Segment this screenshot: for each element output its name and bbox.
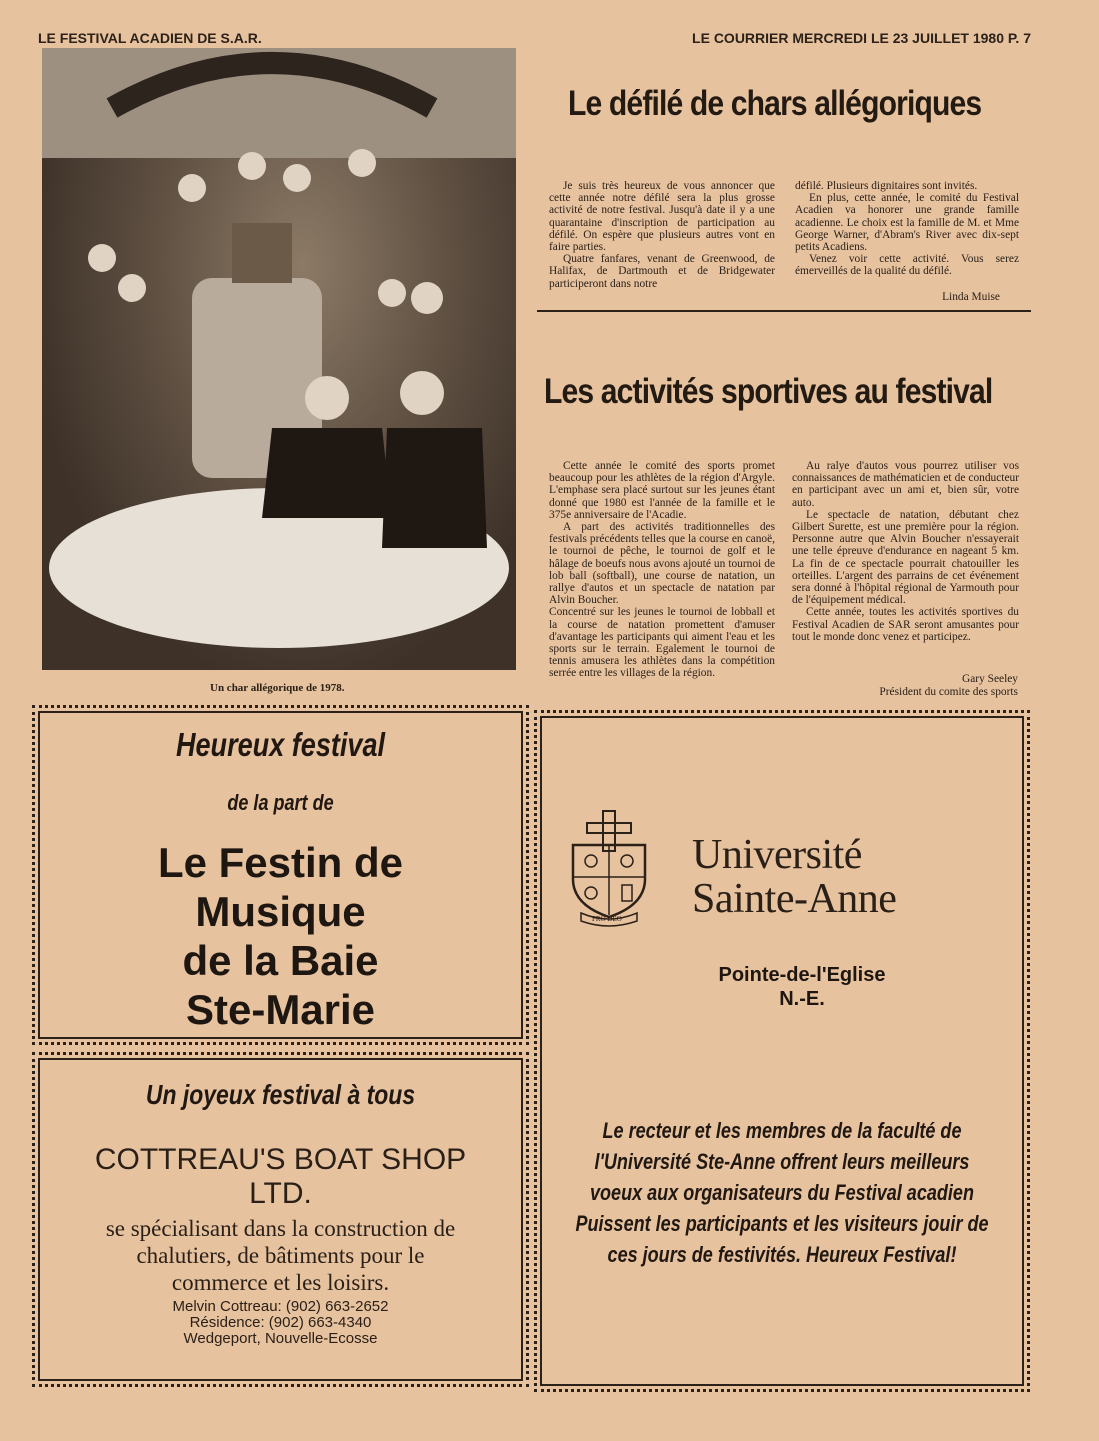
festin-name-line: Le Festin de: [157, 839, 404, 886]
festin-greeting: Heureux festival: [175, 726, 386, 763]
university-location-line: Pointe-de-l'Eglise: [718, 964, 886, 986]
university-name: [692, 833, 896, 921]
article2-paragraph: Concentré sur les jeunes le tournoi de lobball et la course de natation promettent d'amuser d'avantage les participants qui aiment l'eau et les sports sur le terrain. Egalement le tournoi de tennis amusera les athlètes dans la compétition serrée entre les villages de la région.: [549, 606, 775, 680]
article2-column-1: [549, 460, 775, 680]
university-message-line: voeux aux organisateurs du Festival acadien: [589, 1180, 974, 1205]
university-name-line: Sainte-Anne: [692, 876, 897, 922]
article1-paragraph: Je suis très heureux de vous annoncer que cette année notre défilé sera la plus grosse activité de notre festival. Jusqu'à date il y a une quarantaine d'inscription de participation au défilé. On espère que plusieurs autres vont en faire parties.: [549, 180, 775, 254]
article1-paragraph: En plus, cette année, le comité du Festival Acadien va honorer une grande famille acadienne. Le choix est la famille de M. et Mme George Warner, d'Abram's River avec dix-sept petits Acadiens.: [795, 192, 1019, 254]
article2-title: Les activités sportives au festival: [544, 372, 993, 411]
article1-paragraph: Venez voir cette activité. Vous serez émerveillés de la qualité du défilé.: [795, 253, 1019, 278]
article1-title: Le défilé de chars allégoriques: [568, 84, 982, 123]
photo-illustration: [42, 48, 516, 670]
festin-name: [35, 838, 526, 1034]
university-location-line: N.-E.: [779, 988, 825, 1010]
cottreau-contact-line: Résidence: (902) 663-4340: [189, 1314, 372, 1331]
crest-motto: PRO DEO: [592, 915, 622, 923]
article2-paragraph: A part des activités traditionnelles des festivals précédents telles que la course en canoë, le tournoi de pêche, le tournoi de golf et le hâlage de boeufs nous avons ajouté un tournoi de lob ball (softball), une course de natation, un rallye d'autos et un spectacle de natation par Alvin Boucher.: [549, 521, 775, 607]
university-message-line: Puissent les participants et les visiteurs jouir de: [575, 1211, 989, 1236]
ad-universite-sainte-anne: [534, 710, 1030, 1392]
header-right: LE COURRIER MERCREDI LE 23 JUILLET 1980 P. 7: [692, 30, 1031, 46]
cottreau-contact-line: Melvin Cottreau: (902) 663-2652: [172, 1298, 389, 1315]
festin-from: de la part de: [227, 790, 334, 815]
university-name-line: Université: [692, 832, 862, 878]
festin-name-line: de la Baie: [182, 937, 379, 984]
article2-paragraph: Cette année, toutes les activités sportives du Festival Acadien de SAR seront amusantes pour tout le monde donc venez et participez.: [792, 606, 1019, 643]
cottreau-greeting: Un joyeux festival à tous: [145, 1079, 416, 1110]
article2-paragraph: Cette année le comité des sports promet beaucoup pour les athlètes de la région d'Argyle. L'emphase sera placé surtout sur les jeunes étant donné que 1980 est l'année de la famille et le 375e anniversaire de l'Acadie.: [549, 460, 775, 521]
parade-float-photo: [42, 48, 516, 670]
cottreau-desc-line: chalutiers, de bâtiments pour le: [136, 1243, 425, 1268]
photo-caption: Un char allégorique de 1978.: [210, 682, 345, 694]
cottreau-name: [35, 1143, 526, 1211]
header-left: LE FESTIVAL ACADIEN DE S.A.R.: [38, 30, 262, 46]
article2-paragraph: Le spectacle de natation, débutant chez Gilbert Surette, est une première pour la région. Personne autre que Alvin Boucher n'essayerait une telle épreuve d'endurance en nageant 5 km. La fin de ce spectacle pourrait chatouiller les orteilles. L'argent des parrains de cet événement sera donné à l'hôpital régional de Yarmouth pour de l'équipement médical.: [792, 508, 1019, 607]
university-crest-icon: [559, 809, 659, 929]
festin-name-line: Musique: [195, 888, 366, 935]
ad-festin-de-musique: [32, 705, 529, 1045]
article2-signature-name: Gary Seeley: [962, 673, 1018, 685]
festin-name-line: Ste-Marie: [185, 986, 376, 1033]
university-location: [577, 963, 1027, 1011]
article1-paragraph: Quatre fanfares, venant de Greenwood, de Halifax, de Dartmouth et de Bridgewater participeront dans notre: [549, 253, 775, 290]
cottreau-contact: [35, 1299, 526, 1347]
article1-column-1: [549, 180, 775, 290]
article1-signature: Linda Muise: [942, 291, 1000, 303]
university-message-line: l'Université Ste-Anne offrent leurs meilleurs: [594, 1149, 970, 1174]
cottreau-desc-line: commerce et les loisirs.: [171, 1270, 390, 1295]
article-divider: [537, 310, 1031, 312]
university-message: [565, 1115, 1000, 1270]
cottreau-name-line: COTTREAU'S BOAT SHOP: [94, 1143, 467, 1176]
cottreau-name-line: LTD.: [249, 1177, 312, 1210]
article2-column-2: [792, 460, 1019, 643]
cottreau-description: [35, 1215, 526, 1296]
ad-cottreau-boat-shop: [32, 1052, 529, 1387]
university-message-line: Le recteur et les membres de la faculté de: [602, 1118, 962, 1143]
university-message-line: ces jours de festivités. Heureux Festival!: [607, 1242, 957, 1267]
article2-signature-title: Président du comite des sports: [879, 686, 1018, 698]
cottreau-contact-line: Wedgeport, Nouvelle-Ecosse: [183, 1330, 378, 1347]
cottreau-desc-line: se spécialisant dans la construction de: [105, 1216, 456, 1241]
article1-column-2: [795, 180, 1019, 278]
article1-paragraph: défilé. Plusieurs dignitaires sont invités.: [795, 180, 978, 192]
article2-paragraph: Au ralye d'autos vous pourrez utiliser vos connaissances de mathématicien et de conducteur en participant avec un ami et, bien sûr, votre auto.: [792, 460, 1019, 509]
